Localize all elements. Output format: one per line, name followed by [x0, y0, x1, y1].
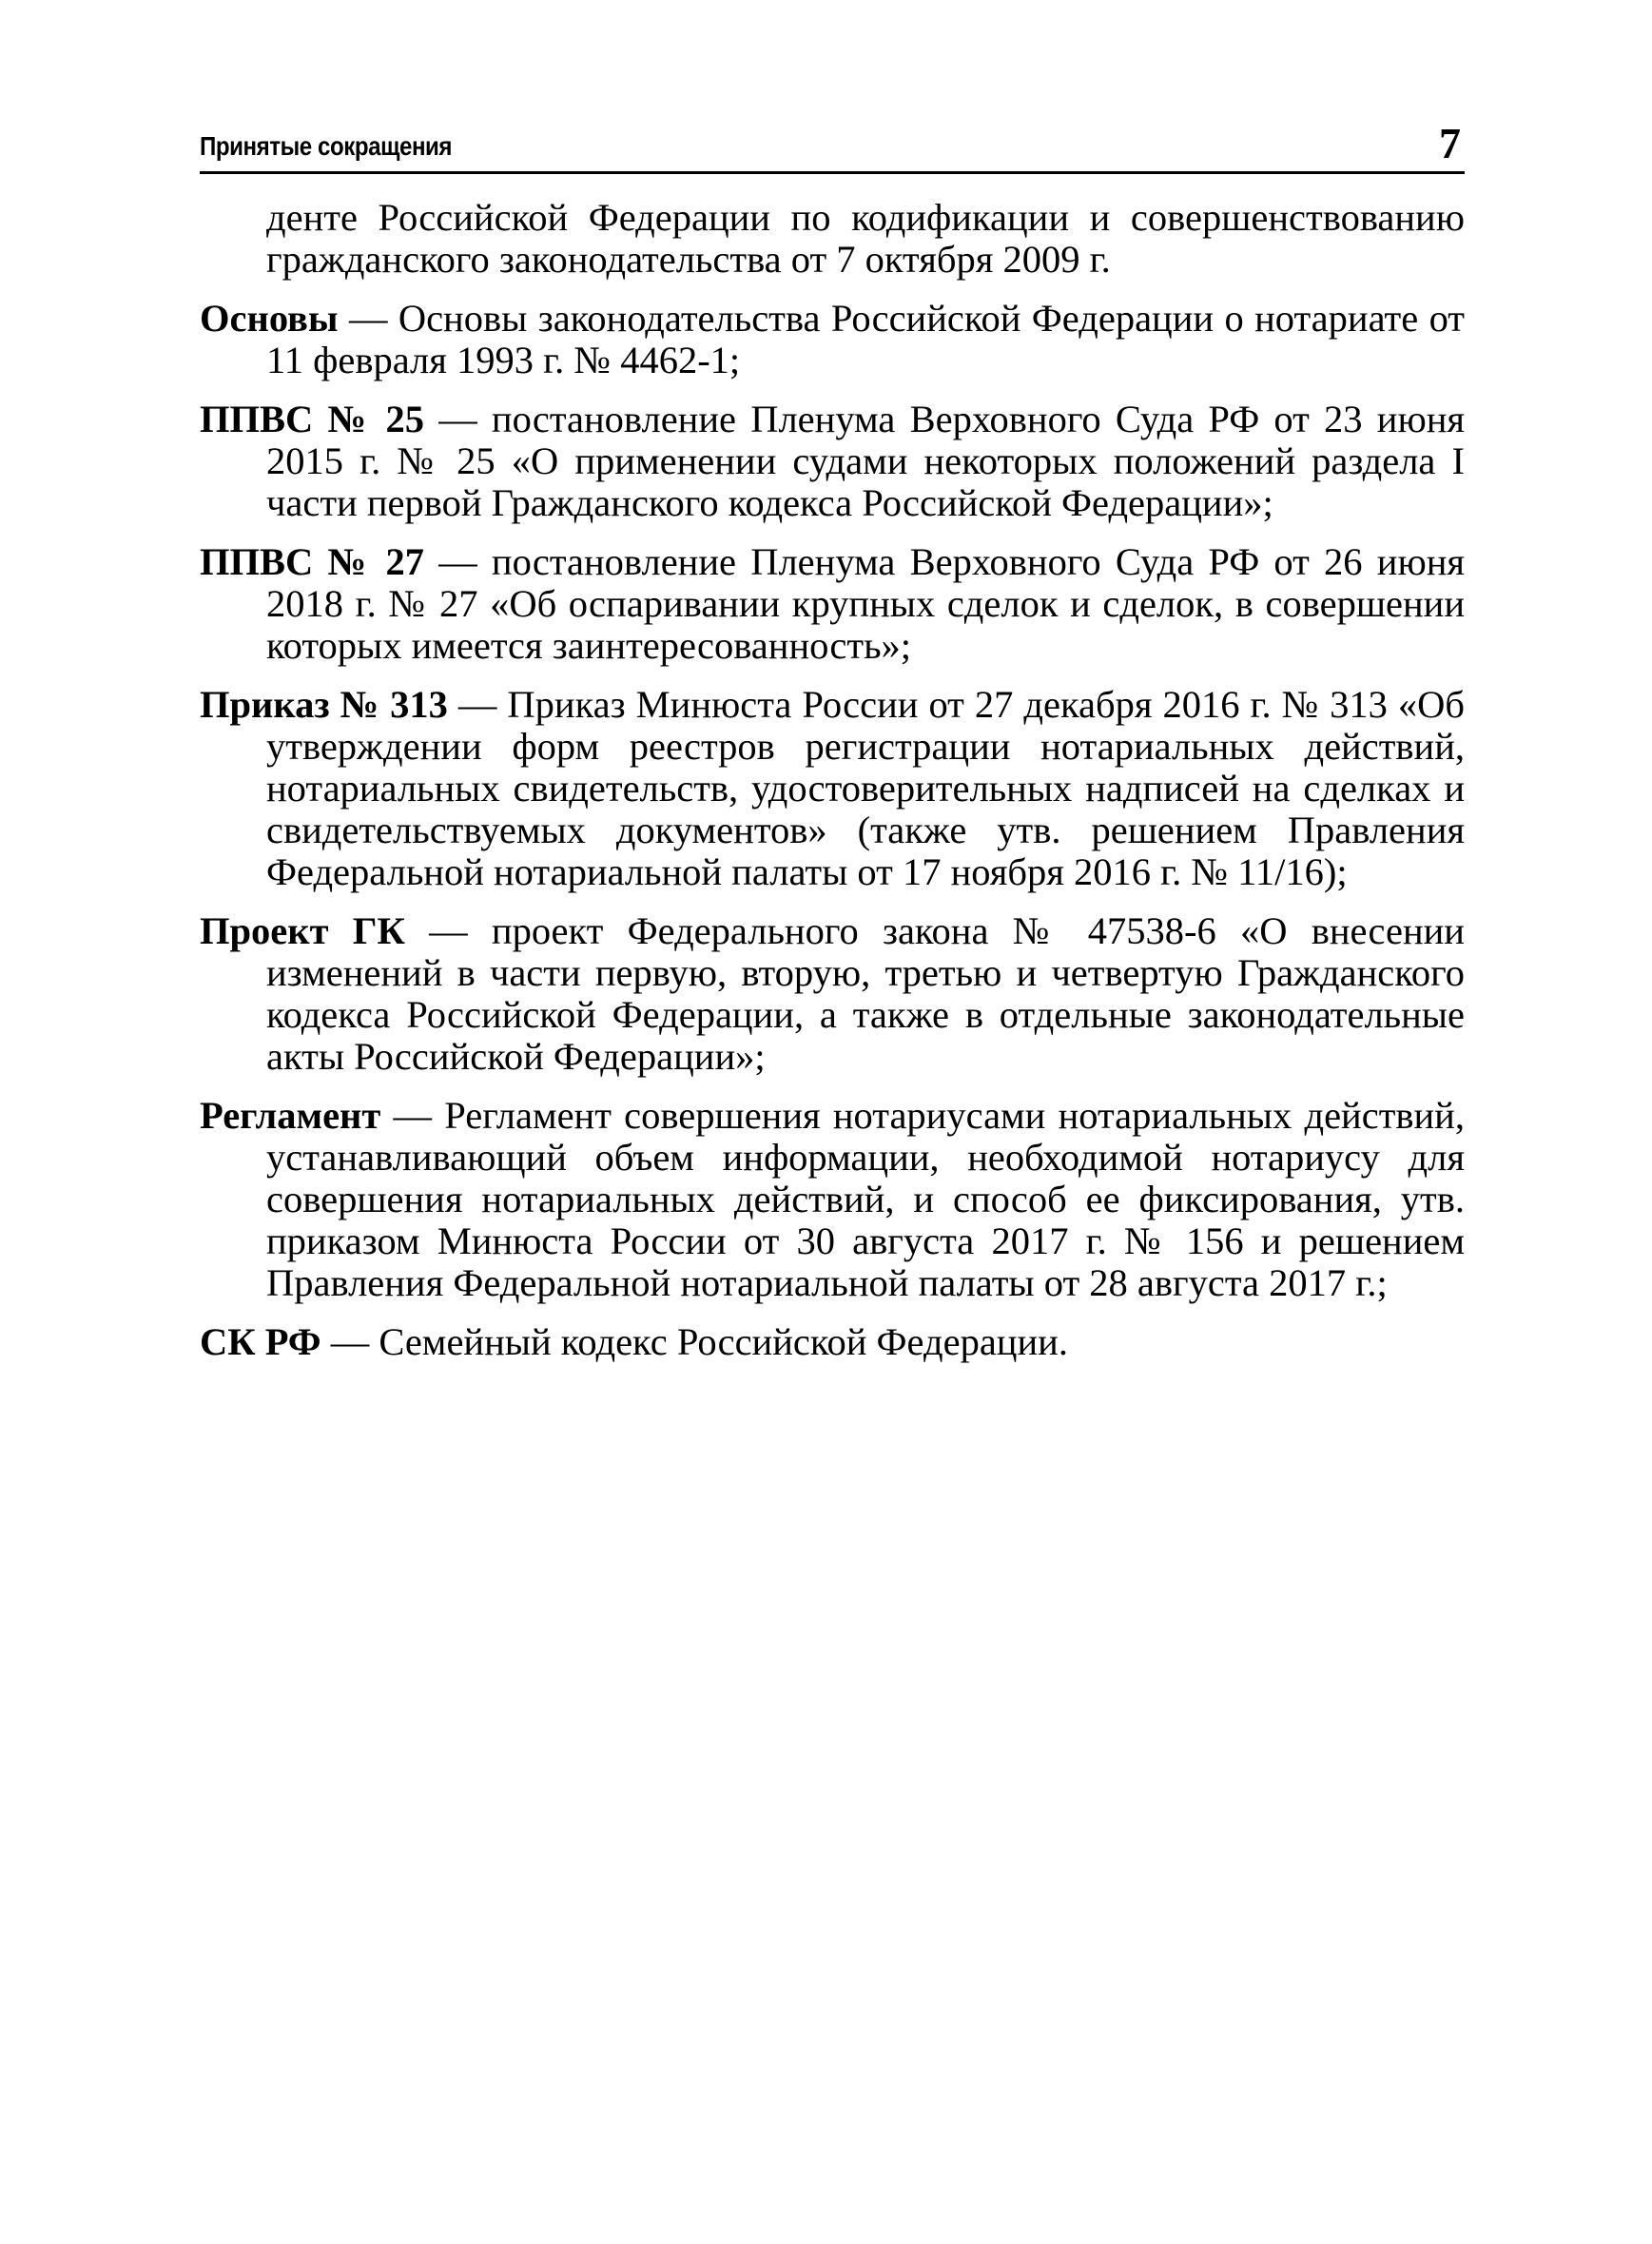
abbreviation-term: Приказ № 313	[200, 683, 448, 726]
abbreviation-definition: — постановление Пленума Верховного Суда РФ от 26 июня 2018 г. № 27 «Об оспаривании крупных сделок и сделок, в совершении которых имеется заинтересованность»;	[266, 540, 1466, 667]
abbreviation-definition: — Регламент совершения нотариусами нотариальных действий, устанавливающий объем информации, необходимой нотариусу для совершения нотариальных действий, и способ ее фиксирования, утв. приказом Минюста России от 30 августа 2017 г. № 156 и решением Правления Федеральной нотариальной палаты от 28 августа 2017 г.;	[266, 1094, 1465, 1304]
abbreviation-entry-sk-rf	[200, 1321, 1465, 1363]
abbreviation-definition: — постановление Пленума Верховного Суда РФ от 23 июня 2015 г. № 25 «О применении судами некоторых положений раздела I части первой Гражданского кодекса Российской Федерации»;	[266, 398, 1466, 524]
abbreviation-entry-proekt-gk	[200, 910, 1465, 1078]
abbreviation-entry-ppvs-25	[200, 399, 1465, 524]
section-title: Принятые сокращения	[200, 131, 453, 161]
abbreviation-definition: — Приказ Минюста России от 27 декабря 2016 г. № 313 «Об утверждении форм реестров регистрации нотариальных действий, нотариальных свидетельств, удостоверительных надписей на сделках и свидетельствуемых документов» (также утв. решением Правления Федеральной нотариальной палаты от 17 ноября 2016 г. № 11/16);	[266, 683, 1466, 893]
book-page	[200, 105, 1465, 1380]
continuation-paragraph: денте Российской Федерации по кодификации и совершенствованию гражданского законодательства от 7 октября 2009 г.	[266, 196, 1465, 281]
abbreviation-entry-ppvs-27	[200, 541, 1465, 667]
abbreviations-list	[200, 197, 1465, 1363]
abbreviation-definition: — Основы законодательства Российской Федерации о нотариате от 11 февраля 1993 г. № 4462-1;	[266, 297, 1465, 381]
abbreviation-entry-prikaz-313	[200, 684, 1465, 893]
abbreviation-entry-osnovy	[200, 298, 1465, 381]
page-number: 7	[1439, 119, 1461, 167]
running-header	[200, 105, 1465, 174]
abbreviation-definition: — Семейный кодекс Российской Федерации.	[321, 1320, 1068, 1363]
abbreviation-term: ППВС № 25	[200, 398, 424, 440]
abbreviation-term: Основы	[200, 297, 339, 340]
abbreviation-term: Проект ГК	[200, 909, 405, 952]
abbreviation-definition: — проект Федерального закона № 47538-6 «О внесении изменений в части первую, вторую, третью и четвертую Гражданского кодекса Российской Федерации, а также в отдельные законодательные акты Российской Федерации»;	[266, 909, 1465, 1078]
abbreviation-entry-reglament	[200, 1095, 1465, 1304]
abbreviation-term: Регламент	[200, 1094, 381, 1137]
abbreviation-term: ППВС № 27	[200, 540, 424, 583]
abbreviation-term: СК РФ	[200, 1320, 321, 1363]
